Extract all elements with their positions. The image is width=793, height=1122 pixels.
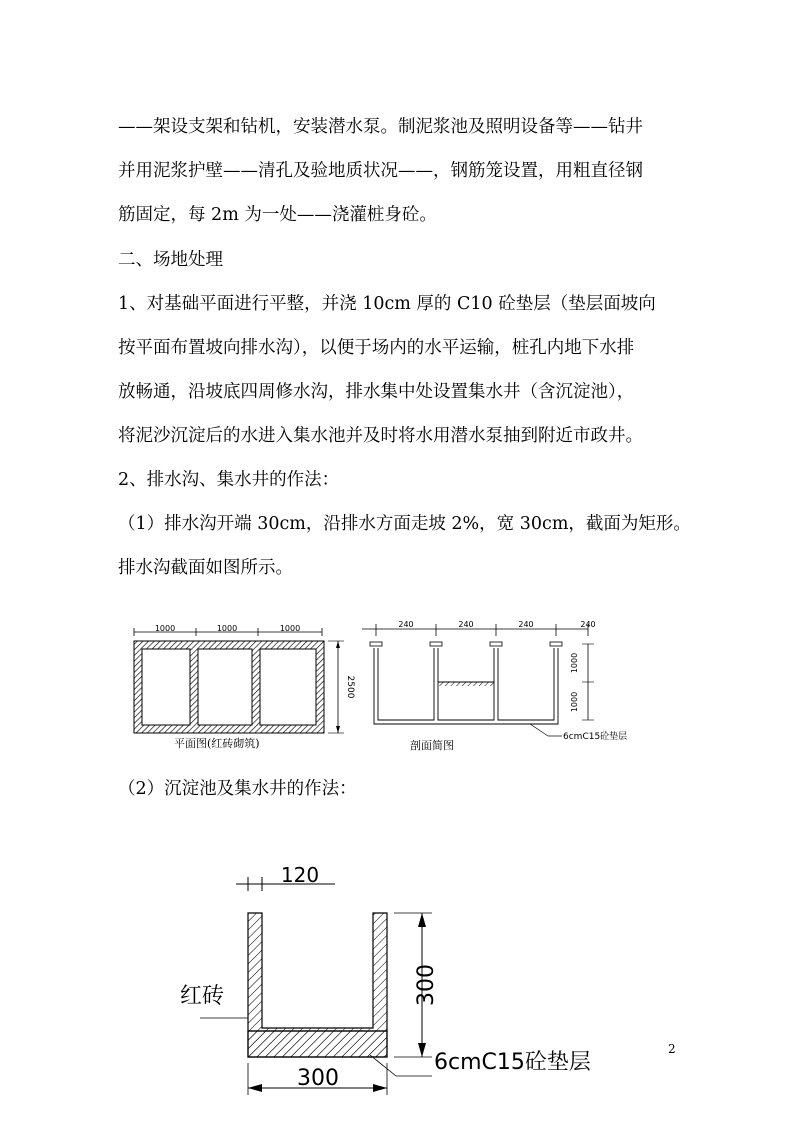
- plan-view-drawing: [124, 620, 364, 740]
- plan-dim-side: 2500: [345, 675, 355, 699]
- section-dim-1: 240: [398, 620, 414, 629]
- section-dim-4: 240: [580, 620, 596, 629]
- section-dim-side-2: 1000: [570, 691, 579, 713]
- plan-dim-3: 1000: [279, 624, 301, 633]
- section-view-caption: 剖面简图: [410, 739, 454, 752]
- plan-dim-1: 1000: [154, 624, 176, 633]
- settling-pit-figure: [170, 855, 630, 1105]
- text-line-5: 1、对基础平面进行平整，并浇 10cm 厚的 C10 砼垫层（垫层面坡向: [118, 294, 656, 314]
- plan-dim-2: 1000: [216, 624, 238, 633]
- text-line-9: 2、排水沟、集水井的作法：: [118, 470, 340, 490]
- section-heading: 二、场地处理: [118, 250, 223, 270]
- settling-pit-drawing: [170, 855, 630, 1105]
- text-line-12: （2）沉淀池及集水井的作法：: [118, 779, 357, 799]
- pit-dim-top: 120: [280, 863, 320, 887]
- pit-label-brick: 红砖: [180, 984, 225, 1009]
- section-dim-2: 240: [458, 620, 474, 629]
- text-line-7: 放畅通，沿坡底四周修水沟，排水集中处设置集水井（含沉淀池），: [118, 382, 635, 402]
- pit-dim-bottom: 300: [297, 1066, 339, 1091]
- pit-label-concrete: 6cmC15砼垫层: [434, 1050, 591, 1075]
- plan-view-caption: 平面图(红砖砌筑): [174, 737, 260, 750]
- plan-view-figure: [124, 620, 364, 760]
- text-line-11: 排水沟截面如图所示。: [118, 558, 293, 578]
- section-view-drawing: [362, 616, 652, 741]
- text-line-2: 并用泥浆护壁——清孔及验地质状况——，钢筋笼设置，用粗直径钢: [118, 161, 643, 181]
- section-view-figure: [362, 616, 652, 756]
- text-line-10: （1）排水沟开端 30cm，沿排水方面走坡 2%，宽 30cm，截面为矩形。: [118, 514, 691, 534]
- page-number: 2: [668, 1042, 676, 1056]
- section-dim-side-1: 1000: [570, 652, 579, 674]
- section-callout: 6cmC15砼垫层: [563, 732, 628, 741]
- text-line-3: 筋固定，每 2m 为一处——浇灌桩身砼。: [118, 205, 437, 225]
- text-line-1: ——架设支架和钻机，安装潜水泵。制泥浆池及照明设备等——钻井: [118, 117, 643, 137]
- text-line-6: 按平面布置坡向排水沟），以便于场内的水平运输，桩孔内地下水排: [118, 338, 635, 358]
- text-line-8: 将泥沙沉淀后的水进入集水池并及时将水用潜水泵抽到附近市政井。: [118, 426, 643, 446]
- section-dim-3: 240: [518, 620, 534, 629]
- pit-dim-side: 300: [414, 964, 439, 1006]
